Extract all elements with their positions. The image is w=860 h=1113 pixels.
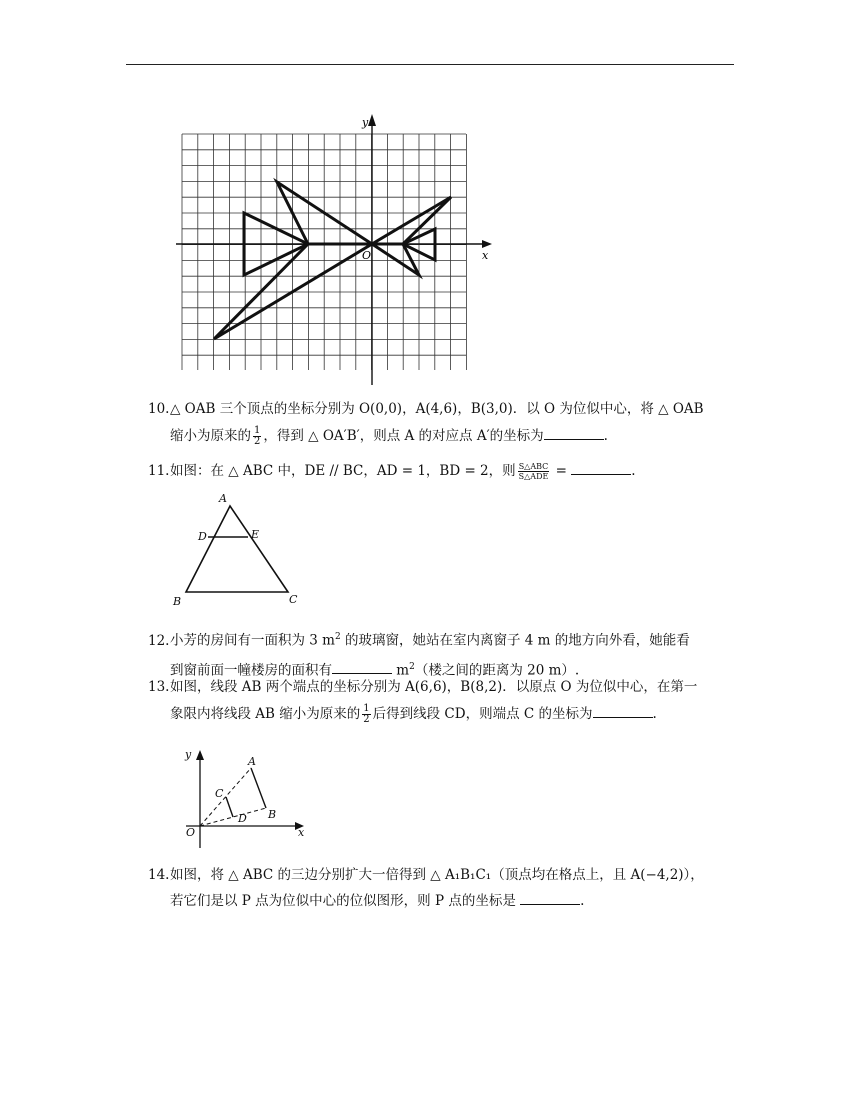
label-c: C xyxy=(215,787,224,800)
header-rule xyxy=(126,64,734,65)
label-d: D xyxy=(238,812,247,825)
period: . xyxy=(631,463,636,479)
origin-label: O xyxy=(362,249,372,262)
label-b: B xyxy=(173,595,182,608)
fraction-numerator: S△ABC xyxy=(518,462,549,471)
period: . xyxy=(603,428,608,444)
fraction-numerator: 1 xyxy=(254,425,261,436)
question-10-line1: △ OAB 三个顶点的坐标分别为 O(0,0)，A(4,6)，B(3,0)．以 O 为位似中心，将 △ OAB xyxy=(170,401,704,417)
unit: m xyxy=(392,662,410,678)
question-12-text: 小芳的房间有一面积为 3 m xyxy=(170,632,335,649)
answer-blank[interactable] xyxy=(593,705,653,718)
label-x: x xyxy=(298,826,305,839)
y-axis-label: y xyxy=(362,116,369,129)
label-d: D xyxy=(198,530,207,543)
question-12 xyxy=(148,628,738,679)
question-10 xyxy=(148,400,738,447)
question-13-line1: 如图，线段 AB 两个端点的坐标分别为 A(6,6)，B(8,2)．以原点 O 为位似中心，在第一 xyxy=(170,679,698,695)
y-axis-arrow-icon xyxy=(196,750,204,760)
question-14-line1: 如图，将 △ ABC 的三边分别扩大一倍得到 △ A₁B₁C₁（顶点均在格点上，且 A(−4,2)）， xyxy=(170,867,704,883)
equals-sign: = xyxy=(551,463,572,479)
question-10-text: 缩小为原来的 xyxy=(170,428,251,444)
question-number: 12. xyxy=(148,632,170,649)
question-number: 14. xyxy=(148,867,170,883)
label-b: B xyxy=(268,808,277,821)
question-12-text-3: 到窗前面一幢楼房的面积有 xyxy=(170,662,332,678)
label-c: C xyxy=(289,593,298,606)
answer-blank[interactable] xyxy=(332,661,392,674)
triangle-abc xyxy=(186,506,288,592)
label-e: E xyxy=(251,528,260,541)
label-y: y xyxy=(185,748,192,761)
question-number: 10. xyxy=(148,401,170,417)
figure-2-triangle-diagram xyxy=(168,490,308,610)
question-12-text-2: 的玻璃窗，她站在室内离窗子 4 m 的地方向外看，她能看 xyxy=(340,632,690,649)
question-11 xyxy=(148,462,738,481)
answer-blank[interactable] xyxy=(544,427,604,440)
question-11-text: 如图：在 △ ABC 中，DE // BC，AD = 1，BD = 2，则 xyxy=(170,463,516,479)
question-13-text: 象限内将线段 AB 缩小为原来的 xyxy=(170,706,361,722)
area-ratio-fraction xyxy=(518,462,550,481)
figure-3-segment-diagram xyxy=(172,742,312,852)
fraction xyxy=(362,704,370,725)
figure-1-grid-diagram xyxy=(170,112,500,387)
fraction-numerator: 1 xyxy=(363,703,370,714)
superscript: 2 xyxy=(409,661,415,672)
fraction-denominator: 2 xyxy=(363,714,370,725)
question-10-text-2: ，得到 △ OA′B′，则点 A 的对应点 A′的坐标为 xyxy=(263,428,544,444)
triangle-right-upper xyxy=(372,197,451,244)
question-14-text: 若它们是以 P 点为位似中心的位似图形，则 P 点的坐标是 xyxy=(170,893,521,909)
fraction-denominator: S△ADE xyxy=(518,472,549,481)
question-number: 13. xyxy=(148,679,170,695)
label-o: O xyxy=(186,826,196,839)
label-a: A xyxy=(248,755,256,768)
x-axis-label: x xyxy=(482,249,489,262)
superscript: 2 xyxy=(334,632,341,642)
segment-cd xyxy=(226,797,233,817)
answer-blank[interactable] xyxy=(571,462,631,475)
question-13-text-2: 后得到线段 CD，则端点 C 的坐标为 xyxy=(372,706,593,722)
period: . xyxy=(652,706,657,722)
question-13 xyxy=(148,678,738,725)
period: . xyxy=(580,893,585,909)
answer-blank[interactable] xyxy=(520,892,580,905)
fraction xyxy=(253,426,261,447)
segment-ab xyxy=(251,768,266,808)
label-a: A xyxy=(219,492,227,505)
y-axis-arrow-icon xyxy=(368,114,376,126)
question-number: 11. xyxy=(148,463,170,479)
question-12-text-4: （楼之间的距离为 20 m）. xyxy=(414,662,580,678)
question-14 xyxy=(148,866,738,910)
x-axis-arrow-icon xyxy=(482,240,492,248)
fraction-denominator: 2 xyxy=(254,436,261,447)
